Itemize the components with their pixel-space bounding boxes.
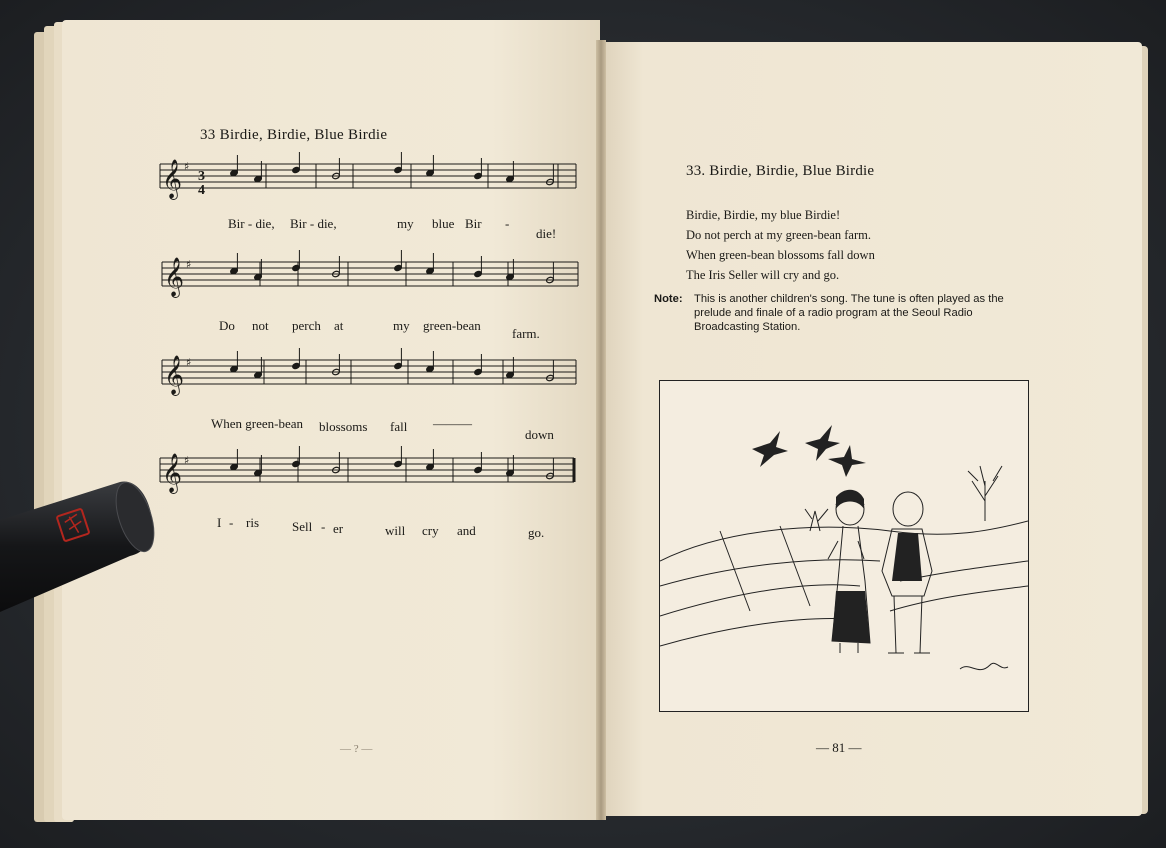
lyric-word: Bir - die,	[290, 216, 337, 231]
poem-line: Do not perch at my green-bean farm.	[686, 228, 871, 242]
sharp-sign-icon: ♯	[186, 356, 192, 369]
left-song-title: 33 Birdie, Birdie, Blue Birdie	[200, 127, 388, 143]
lyric-word: -	[321, 519, 326, 534]
birds	[752, 425, 866, 477]
poem-line: When green-bean blossoms fall down	[686, 248, 875, 262]
lyric-word: Bir - die,	[228, 216, 275, 231]
poem-line: Birdie, Birdie, my blue Birdie!	[686, 208, 841, 222]
illustration-children-watching-birds	[659, 380, 1029, 712]
treble-clef-icon: 𝄞	[164, 355, 185, 395]
treble-clef-icon: 𝄞	[162, 453, 183, 493]
poem-line: The Iris Seller will cry and go.	[686, 268, 840, 282]
illustration-drawing	[660, 381, 1028, 711]
time-signature-bottom: 4	[198, 183, 205, 198]
lyric-word: blue	[432, 216, 455, 231]
lyric-word: I	[217, 515, 222, 530]
time-signature-top: 3	[198, 169, 205, 184]
lyric-word: perch	[292, 318, 321, 333]
sharp-sign-icon: ♯	[184, 454, 190, 467]
lyric-word: -	[505, 216, 510, 231]
lyric-word: Sell	[292, 519, 313, 534]
poem-block	[686, 205, 875, 285]
seal-stamp-object	[0, 0, 200, 640]
note-label: Note:	[654, 293, 683, 305]
lyric-word: When green-bean	[211, 416, 304, 431]
lyric-word: die!	[536, 226, 557, 241]
lyric-word: down	[525, 427, 554, 442]
staff	[162, 257, 578, 298]
lyric-word: -	[229, 515, 234, 530]
lyric-word: ris	[246, 515, 259, 530]
lyric-word: green-bean	[423, 318, 481, 333]
lyric-word: Do	[219, 318, 235, 333]
artist-signature	[960, 663, 1008, 669]
lyric-word: at	[334, 318, 344, 333]
lyric-word: and	[457, 523, 476, 538]
sharp-sign-icon: ♯	[184, 160, 190, 173]
lyric-word: Bir	[465, 216, 482, 231]
right-page-number: — 81 —	[816, 740, 862, 755]
note-text: This is another children's song. The tune is often played as the prelude and finale of a radio program at the Seoul Radio Broadcasting Station.	[694, 293, 1004, 333]
treble-clef-icon: 𝄞	[162, 159, 183, 199]
lyric-word: ———	[433, 416, 472, 431]
treble-clef-icon: 𝄞	[164, 257, 185, 297]
lyric-word: fall	[390, 419, 408, 434]
lyric-word: er	[333, 521, 344, 536]
lyric-word: cry	[422, 523, 439, 538]
right-song-title: 33. Birdie, Birdie, Blue Birdie	[686, 163, 875, 179]
lyric-word: farm.	[512, 326, 540, 341]
lyric-word: will	[385, 523, 406, 538]
lyric-word: my	[397, 216, 414, 231]
left-page-number: — ? —	[340, 743, 373, 755]
lyric-word: not	[252, 318, 269, 333]
sharp-sign-icon: ♯	[186, 258, 192, 271]
lyric-word: go.	[528, 525, 545, 540]
lyric-word: my	[393, 318, 410, 333]
lyric-word: blossoms	[319, 419, 368, 434]
